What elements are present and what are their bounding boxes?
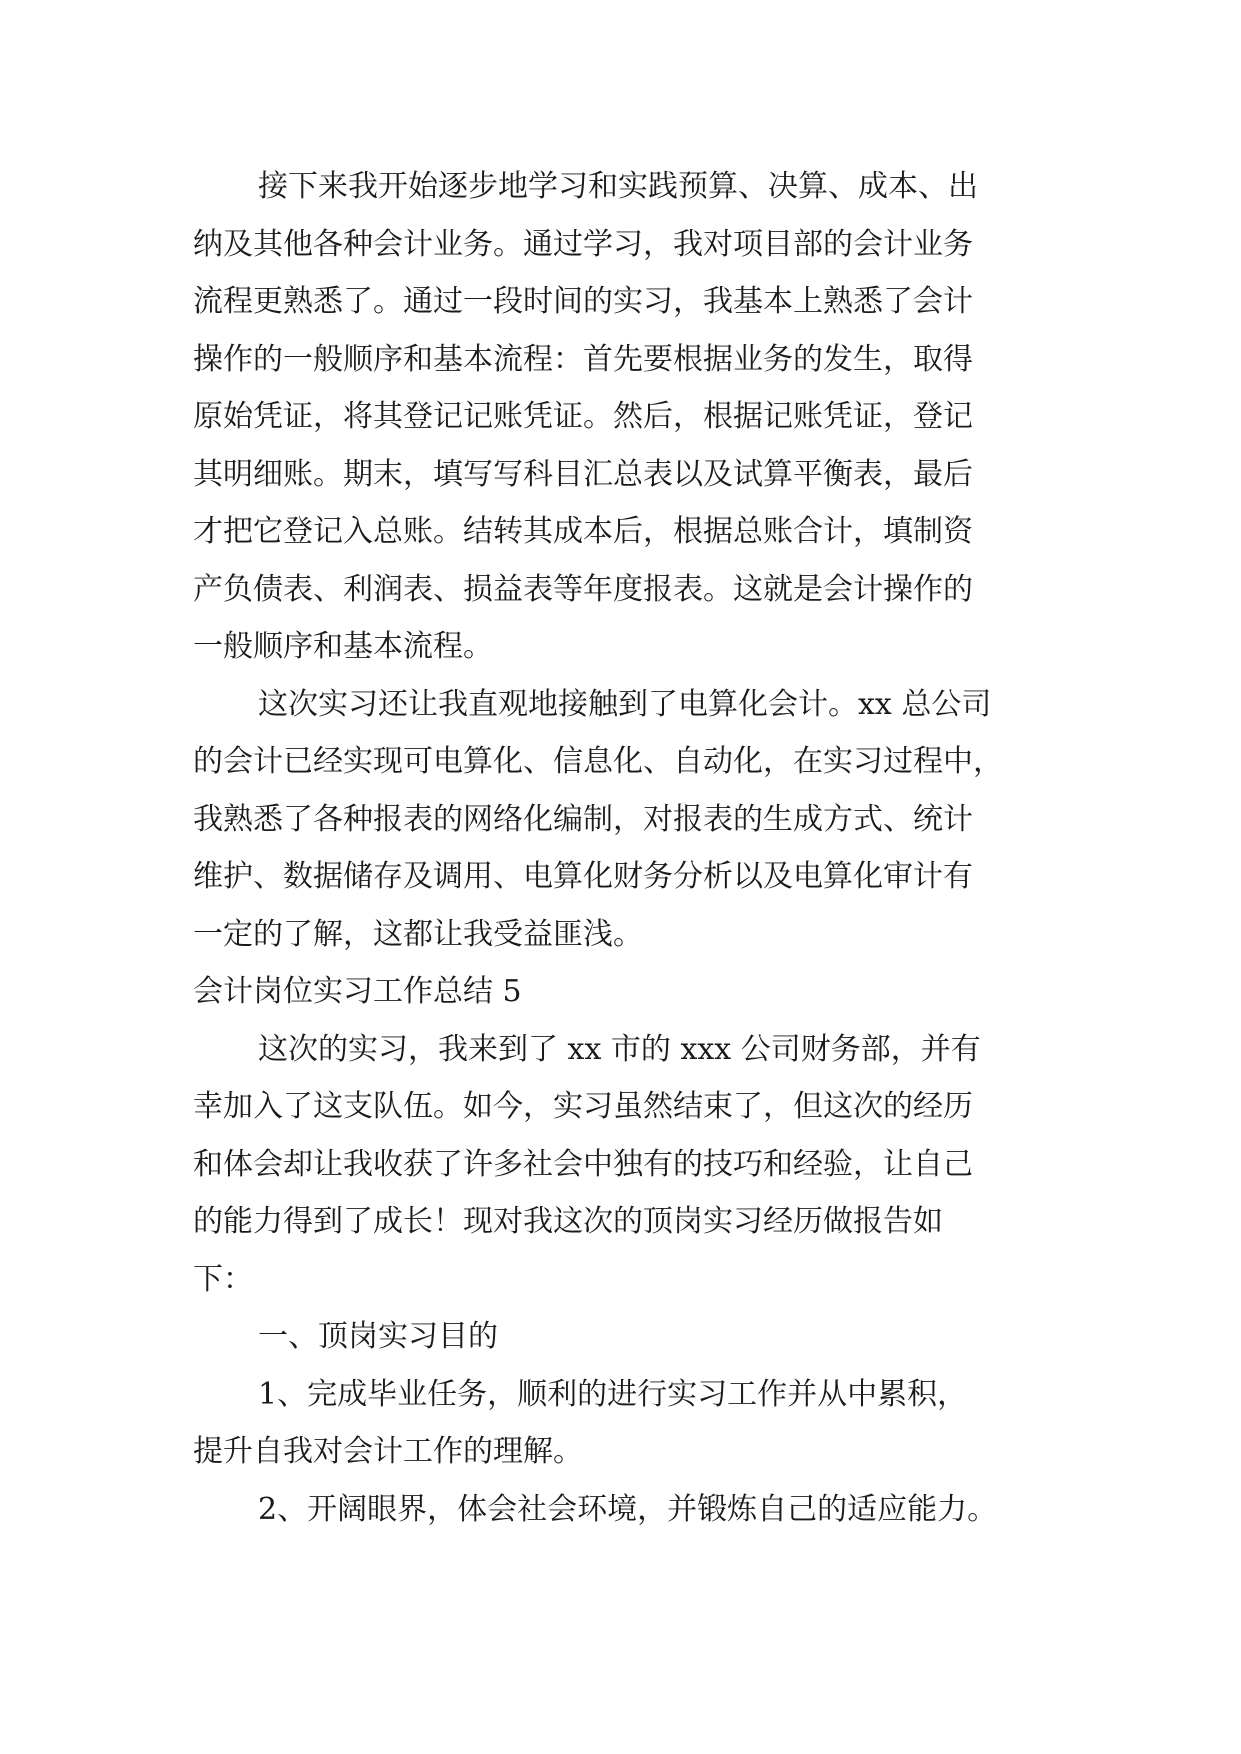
text-line: 原始凭证，将其登记记账凭证。然后，根据记账凭证，登记 <box>193 399 973 434</box>
list-item: 1、完成毕业任务，顺利的进行实习工作并从中累积， <box>258 1376 968 1412</box>
text-line: 接下来我开始逐步地学习和实践预算、决算、成本、出 <box>258 169 978 204</box>
text-line: 产负债表、利润表、损益表等年度报表。这就是会计操作的 <box>193 571 973 607</box>
text-line: 纳及其他各种会计业务。通过学习，我对项目部的会计业务 <box>193 226 973 262</box>
text-line: 这次实习还让我直观地接触到了电算化会计。xx 总公司 <box>258 686 992 722</box>
text-line: 才把它登记入总账。结转其成本后，根据总账合计，填制资 <box>193 514 973 549</box>
text-line: 的能力得到了成长！现对我这次的顶岗实习经历做报告如 <box>193 1204 943 1239</box>
document-body <box>193 158 1073 1538</box>
text-line: 这次的实习，我来到了 xx 市的 xxx 公司财务部，并有 <box>258 1031 981 1067</box>
text-line: 操作的一般顺序和基本流程：首先要根据业务的发生，取得 <box>193 341 973 377</box>
list-item: 2、开阔眼界，体会社会环境，并锻炼自己的适应能力。 <box>258 1491 998 1527</box>
text-line: 流程更熟悉了。通过一段时间的实习，我基本上熟悉了会计 <box>193 284 973 319</box>
text-line: 其明细账。期末，填写写科目汇总表以及试算平衡表，最后 <box>193 456 973 492</box>
text-line: 维护、数据储存及调用、电算化财务分析以及电算化审计有 <box>193 859 973 894</box>
section-heading: 会计岗位实习工作总结 5 <box>193 974 522 1009</box>
text-line: 提升自我对会计工作的理解。 <box>193 1434 583 1469</box>
text-line: 一定的了解，这都让我受益匪浅。 <box>193 916 643 952</box>
text-line: 和体会却让我收获了许多社会中独有的技巧和经验，让自己 <box>193 1146 973 1182</box>
text-line: 一般顺序和基本流程。 <box>193 629 493 664</box>
text-line: 的会计已经实现可电算化、信息化、自动化，在实习过程中， <box>193 744 1003 779</box>
text-line: 幸加入了这支队伍。如今，实习虽然结束了，但这次的经历 <box>193 1089 973 1124</box>
text-line: 下： <box>193 1261 253 1297</box>
subsection-heading: 一、顶岗实习目的 <box>258 1319 498 1354</box>
text-line: 我熟悉了各种报表的网络化编制，对报表的生成方式、统计 <box>193 801 973 837</box>
